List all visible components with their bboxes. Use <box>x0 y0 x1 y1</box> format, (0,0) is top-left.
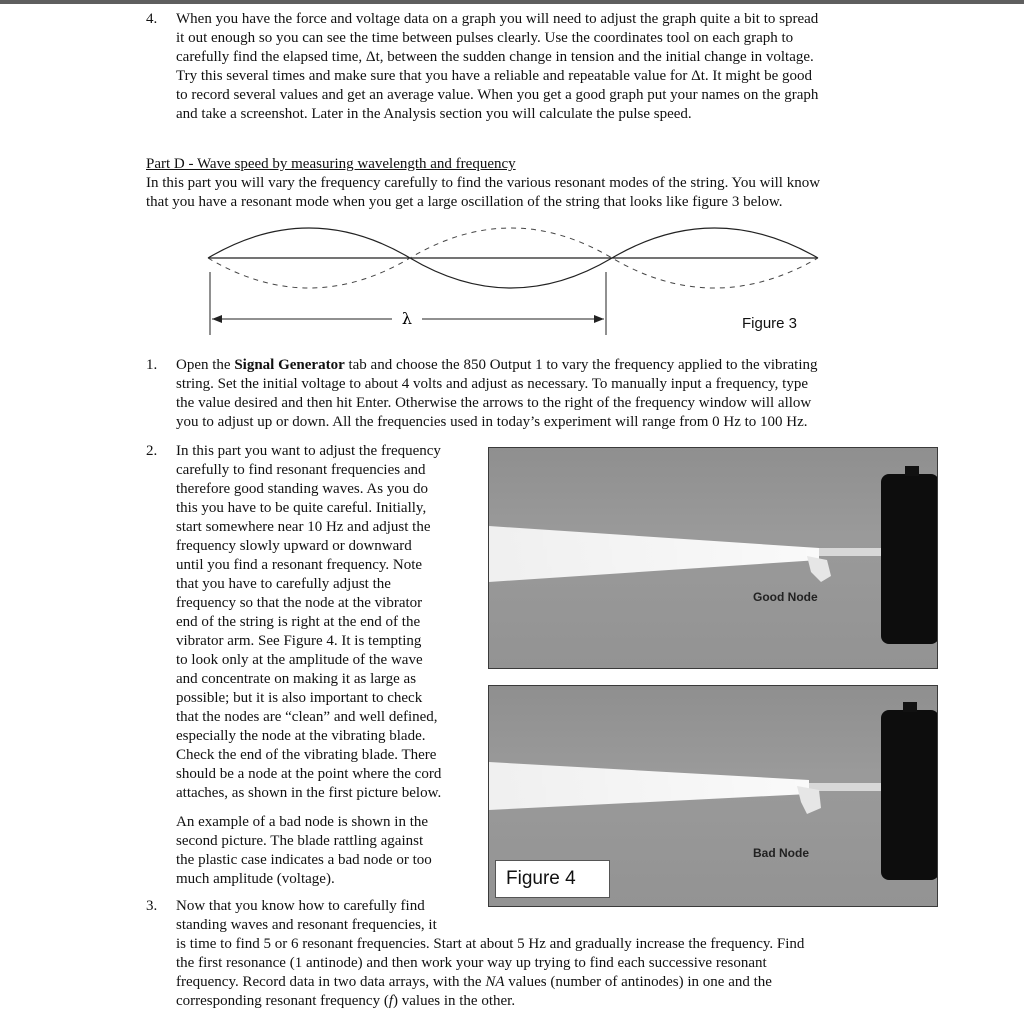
step-2-text <box>176 442 481 803</box>
step-1-number: 1. <box>146 357 158 373</box>
text-line: In this part you want to adjust the frequency <box>176 443 441 459</box>
text-line: until you find a resonant frequency. Note <box>176 557 423 573</box>
text-line: vibrator arm. See Figure 4. It is tempting <box>176 633 422 649</box>
text-line: frequency slowly upward or downward <box>176 538 412 554</box>
text-line: the first resonance (1 antinode) and then work your way up trying to find each successive resonant <box>176 955 767 971</box>
step-3-number: 3. <box>146 898 158 914</box>
text-line: frequency so that the node at the vibrator <box>176 595 423 611</box>
text-line: is time to find 5 or 6 resonant frequencies. Start at about 5 Hz and gradually increase the frequency. Find <box>176 936 805 952</box>
text-line: the plastic case indicates a bad node or too <box>176 852 432 868</box>
lambda-symbol: λ <box>401 309 413 328</box>
step-3-text <box>176 897 916 1011</box>
bad-node-label: Bad Node <box>753 846 810 860</box>
arrowhead-right <box>594 315 604 323</box>
text-line: In this part you will vary the frequency carefully to find the various resonant modes of the string. You will know <box>146 175 821 191</box>
good-node-photo <box>488 447 938 669</box>
text-line: attaches, as shown in the first picture below. <box>176 785 442 801</box>
text-line: and concentrate on making it as large as <box>176 671 417 687</box>
text-line: carefully find the elapsed time, Δt, between the sudden change in tension and the initial change in voltage. <box>176 49 814 65</box>
text-line: that you have a resonant mode when you get a large oscillation of the string that looks like figure 3 below. <box>146 194 783 210</box>
text-line: Open the Signal Generator tab and choose the 850 Output 1 to vary the frequency applied to the vibrating <box>176 357 818 373</box>
text-line: frequency. Record data in two data arrays, with the NA values (number of antinodes) in one and the <box>176 974 772 990</box>
text-line: you to adjust up or down. All the frequencies used in today’s experiment will range from 0 Hz to 100 Hz. <box>176 414 808 430</box>
text-line: An example of a bad node is shown in the <box>176 814 429 830</box>
bad-node-paragraph <box>176 813 481 889</box>
text-line: Now that you know how to carefully find <box>176 898 425 914</box>
text-line: possible; but it is also important to check <box>176 690 423 706</box>
figure-3-standing-wave <box>0 0 1024 345</box>
text-line: second picture. The blade rattling against <box>176 833 424 849</box>
text-line: especially the node at the vibrating blade. <box>176 728 426 744</box>
text-line: that you have to carefully adjust the <box>176 576 391 592</box>
text-line: it out enough so you can see the time between pulses clearly. Use the coordinates tool on each graph to <box>176 30 794 46</box>
step-1-text <box>176 356 916 432</box>
text-line: to look only at the amplitude of the wave <box>176 652 423 668</box>
text-line: Try this several times and make sure that you have a reliable and repeatable value for Δt. It might be good <box>176 68 812 84</box>
good-node-label: Good Node <box>753 590 818 604</box>
figure-4-caption: Figure 4 <box>495 860 610 898</box>
good-node-illustration <box>489 448 938 669</box>
text-line: therefore good standing waves. As you do <box>176 481 429 497</box>
text-line: much amplitude (voltage). <box>176 871 335 887</box>
text-line: that the nodes are “clean” and well defined, <box>176 709 438 725</box>
text-line: string. Set the initial voltage to about 4 volts and adjust as necessary. To manually input a frequency, type <box>176 376 808 392</box>
text-line: this you have to be quite careful. Initially, <box>176 500 427 516</box>
section-heading: Part D - Wave speed by measuring wavelength and frequency <box>146 156 516 172</box>
text-line: carefully to find resonant frequencies and <box>176 462 426 478</box>
text-line: standing waves and resonant frequencies, it <box>176 917 437 933</box>
text-line: to record several values and get an average value. When you get a good graph put your names on the graph <box>176 87 819 103</box>
step-4-number: 4. <box>146 11 158 27</box>
step-2-number: 2. <box>146 443 158 459</box>
text-line: start somewhere near 10 Hz and adjust the <box>176 519 431 535</box>
text-line: end of the string is right at the end of the <box>176 614 421 630</box>
arrowhead-left <box>212 315 222 323</box>
text-line: the value desired and then hit Enter. Otherwise the arrows to the right of the frequency window will allow <box>176 395 812 411</box>
text-line: When you have the force and voltage data on a graph you will need to adjust the graph quite a bit to spread <box>176 11 819 27</box>
text-line: and take a screenshot. Later in the Analysis section you will calculate the pulse speed. <box>176 106 692 122</box>
text-line: should be a node at the point where the cord <box>176 766 442 782</box>
text-line: corresponding resonant frequency (f) values in the other. <box>176 993 516 1009</box>
figure-3-caption: Figure 3 <box>742 315 798 332</box>
text-line: Check the end of the vibrating blade. There <box>176 747 437 763</box>
